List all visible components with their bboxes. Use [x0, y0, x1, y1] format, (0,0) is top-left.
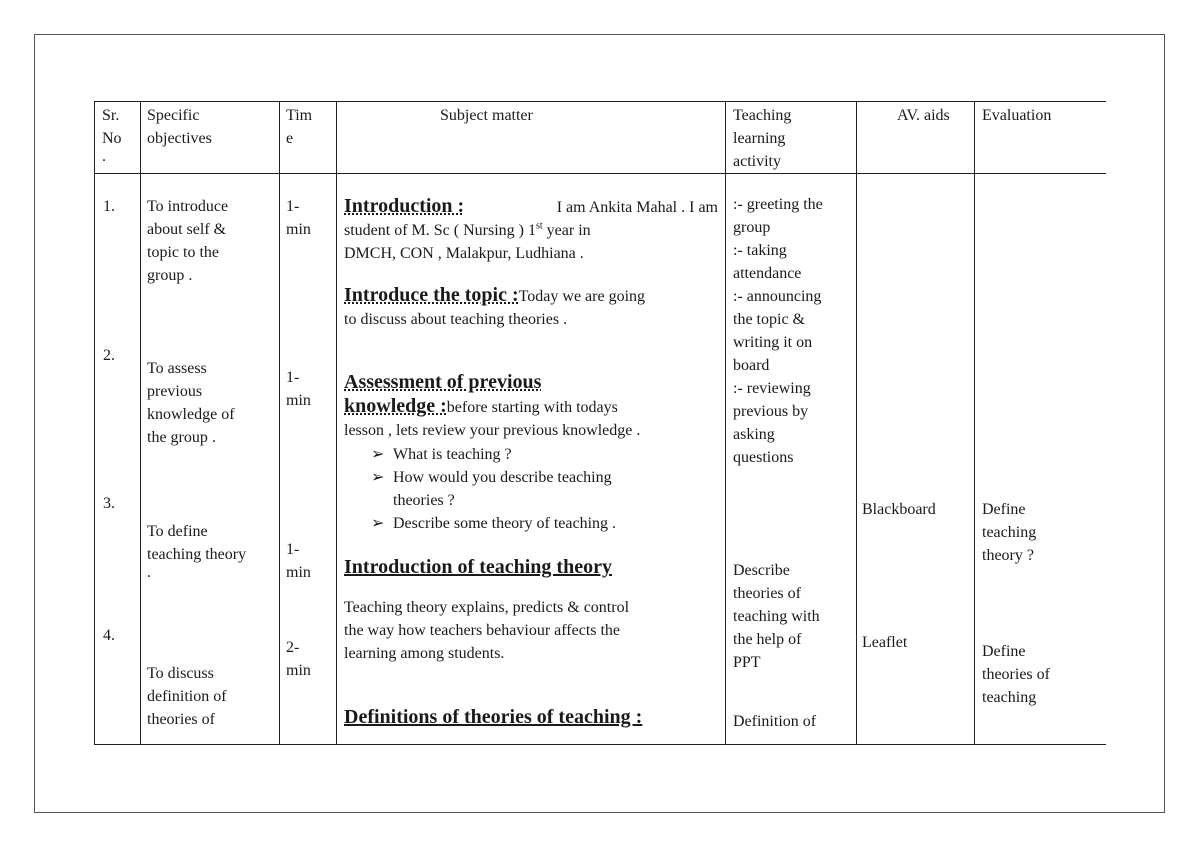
column-divider [140, 102, 141, 744]
objective-2: To assess previous knowledge of the group . [147, 360, 235, 446]
bullet-item-continuation: theories ? [393, 492, 455, 509]
assessment-text: lesson , lets review your previous knowledge . [344, 422, 641, 439]
intro-text: I am Ankita Mahal . I am [556, 199, 718, 216]
column-divider [856, 102, 857, 744]
intro-text: DMCH, CON , Malakpur, Ludhiana . [344, 245, 584, 262]
assessment-heading: Assessment of previous [344, 371, 542, 393]
time-2: 1- min [286, 369, 311, 409]
evaluation-2: Define theories of teaching [982, 643, 1050, 706]
arrow-bullet-icon: ➢ [371, 446, 385, 463]
topic-text: Today we are going [518, 288, 646, 305]
header-objectives: Specific objectives [147, 107, 212, 147]
sr-number: 3. [103, 495, 115, 512]
bullet-item: ➢ How would you describe teaching [371, 466, 612, 489]
bullet-item: ➢ Describe some theory of teaching . [371, 512, 616, 535]
header-time: Tim e [286, 107, 313, 147]
sr-number: 2. [103, 347, 115, 364]
header-divider [95, 173, 1106, 174]
sr-number: 1. [103, 198, 115, 215]
assessment-paragraph [344, 369, 724, 442]
arrow-bullet-icon: ➢ [371, 515, 385, 532]
intro-paragraph [344, 193, 718, 265]
activity-2: Describe theories of teaching with the help of PPT [733, 562, 820, 671]
assessment-heading: knowledge : [344, 395, 447, 417]
time-4: 2- min [286, 639, 311, 679]
objective-3: To define teaching theory . [147, 523, 247, 581]
header-sr-no: Sr. No . [102, 107, 122, 165]
sr-number: 4. [103, 627, 115, 644]
header-av-aids: AV. aids [897, 107, 950, 124]
column-divider [336, 102, 337, 744]
column-divider [725, 102, 726, 744]
header-teaching-activity: Teaching learning activity [733, 107, 792, 170]
objective-1: To introduce about self & topic to the group . [147, 198, 229, 284]
objective-4: To discuss definition of theories of [147, 665, 227, 728]
av-aid-1: Blackboard [862, 501, 936, 518]
bullet-item: ➢ What is teaching ? [371, 443, 512, 466]
topic-paragraph [344, 284, 718, 331]
evaluation-1: Define teaching theory ? [982, 501, 1037, 564]
column-divider [279, 102, 280, 744]
header-evaluation: Evaluation [982, 107, 1052, 124]
av-aid-2: Leaflet [862, 634, 908, 651]
topic-heading: Introduce the topic : [344, 284, 519, 306]
activity-3: Definition of [733, 713, 817, 730]
theory-heading: Introduction of teaching theory [344, 556, 612, 578]
arrow-bullet-icon: ➢ [371, 469, 385, 486]
topic-text: to discuss about teaching theories . [344, 311, 568, 328]
time-3: 1- min [286, 541, 311, 581]
assessment-text: before starting with todays [446, 399, 618, 416]
definitions-heading: Definitions of theories of teaching : [344, 706, 643, 728]
column-divider [974, 102, 975, 744]
activity-1: :- greeting the group :- taking attendance :- announcing the topic & writing it on board :- reviewing previous by asking questions [733, 196, 823, 466]
header-subject-matter: Subject matter [440, 107, 533, 124]
time-1: 1- min [286, 198, 311, 238]
theory-text: Teaching theory explains, predicts & control the way how teachers behaviour affects the learning among students. [344, 599, 630, 662]
intro-text: student of M. Sc ( Nursing ) 1st year in [344, 220, 591, 239]
intro-heading: Introduction : [344, 195, 465, 217]
